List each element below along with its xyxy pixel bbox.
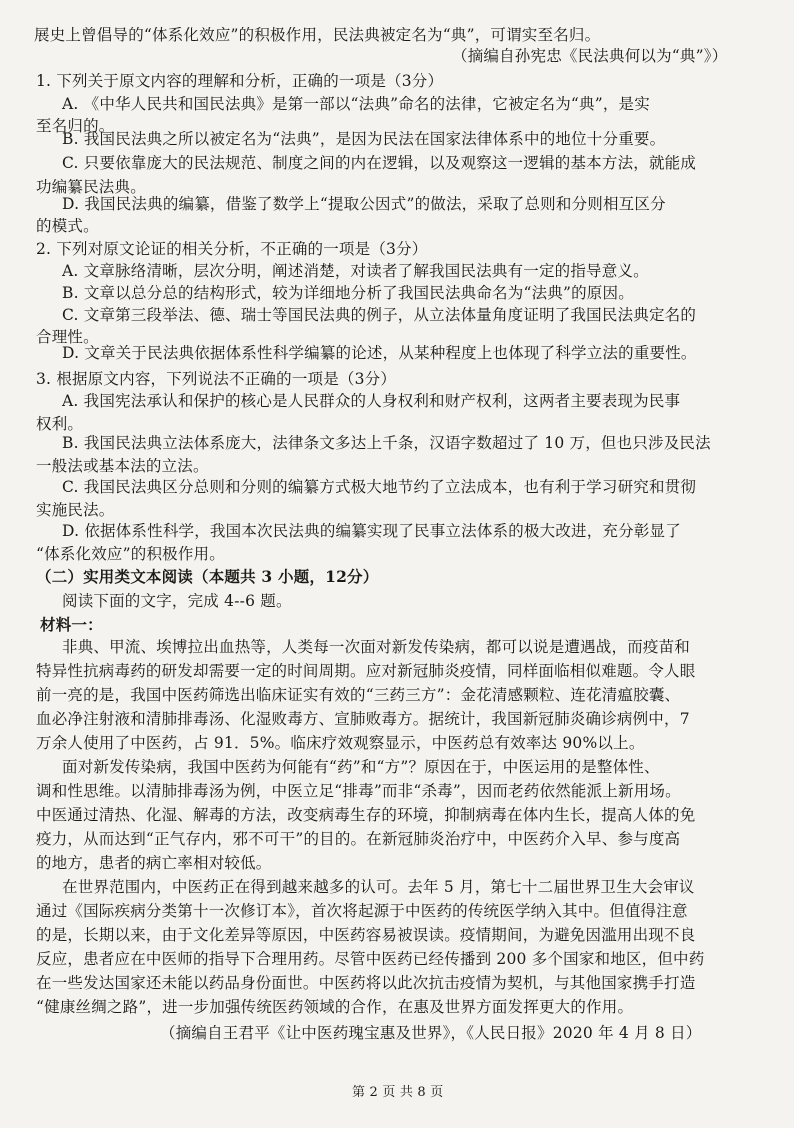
intro-source: （摘编自孙宪忠《民法典何以为“典”》） — [452, 47, 728, 65]
passage-line: 调和性思维。以清肺排毒汤为例，中医立足“排毒”而非“杀毒”，因而老药依然能派上新用场。 — [36, 782, 681, 800]
q3-option-a-cont: 权利。 — [36, 415, 84, 433]
q1-option-d: D. 我国民法典的编纂，借鉴了数学上“提取公因式”的做法，采取了总则和分则相互区分 — [62, 195, 666, 213]
passage-line: 万余人使用了中医药，占 91．5%。临床疗效观察显示，中医药总有效率达 90%以上。 — [36, 734, 645, 752]
q1-option-c: C. 只要依靠庞大的民法规范、制度之间的内在逻辑，以及观察这一逻辑的基本方法，就能成 — [62, 154, 697, 172]
passage-line: 的是，长期以来，由于文化差异等原因，中医药容易被误读。疫情期间，为避免因滥用出现不良 — [36, 926, 696, 944]
q3-option-b: B. 我国民法典立法体系庞大，法律条文多达上千条，汉语字数超过了 10 万，但也只涉及民法 — [62, 434, 711, 452]
q2-option-d: D. 文章关于民法典依据体系性科学编纂的论述，从某种程度上也体现了科学立法的重要性。 — [62, 344, 697, 362]
q3-option-d: D. 依据体系性科学，我国本次民法典的编纂实现了民事立法体系的极大改进，充分彰显了 — [62, 522, 681, 540]
q1-option-a: A. 《中华人民共和国民法典》是第一部以“法典”命名的法律，它被定名为“典”，是实 — [62, 95, 650, 113]
q1-option-b: B. 我国民法典之所以被定名为“法典”，是因为民法在国家法律体系中的地位十分重要。 — [62, 130, 666, 148]
q3-option-b-cont: 一般法或基本法的立法。 — [36, 457, 209, 475]
q2-option-b: B. 文章以总分总的结构形式，较为详细地分析了我国民法典命名为“法典”的原因。 — [62, 284, 634, 302]
q2-option-c-cont: 合理性。 — [36, 328, 99, 346]
passage-line: 中医通过清热、化湿、解毒的方法，改变病毒生存的环境，抑制病毒在体内生长，提高人体的免 — [36, 806, 696, 824]
passage-line: 疫力，从而达到“正气存内，邪不可干”的目的。在新冠肺炎治疗中，中医药介入早、参与度高 — [36, 830, 681, 848]
section-instruction: 阅读下面的文字，完成 4--6 题。 — [62, 592, 292, 610]
passage-line: 面对新发传染病，我国中医药为何能有“药”和“方”？原因在于，中医运用的是整体性、 — [62, 758, 660, 776]
passage-line: 特异性抗病毒药的研发却需要一定的时间周期。应对新冠肺炎疫情，同样面临相似难题。令人眼 — [36, 662, 696, 680]
q1-option-c-cont: 功编纂民法典。 — [36, 178, 146, 196]
page-number: 第 2 页 共 8 页 — [352, 1085, 444, 1100]
passage-source: （摘编自王君平《让中医药瑰宝惠及世界》，《人民日报》2020 年 4 月 8 日） — [160, 1024, 702, 1042]
passage-line: 的地方，患者的病亡率相对较低。 — [36, 854, 272, 872]
passage-line: 在世界范围内，中医药正在得到越来越多的认可。去年 5 月，第七十二届世界卫生大会审议 — [62, 878, 695, 896]
q3-option-a: A. 我国宪法承认和保护的核心是人民群众的人身权利和财产权利，这两者主要表现为民事 — [62, 392, 681, 410]
q1-option-a-cont: 至名归的。 — [36, 117, 115, 135]
passage-line: 在一些发达国家还未能以药品身份面世。中医药将以此次抗击疫情为契机，与其他国家携手打造 — [36, 974, 696, 992]
q2-option-c: C. 文章第三段举法、德、瑞士等国民法典的例子，从立法体量角度证明了我国民法典定名的 — [62, 306, 697, 324]
intro-line: 展史上曾倡导的“体系化效应”的积极作用，民法典被定名为“典”，可谓实至名归。 — [34, 26, 601, 44]
section-heading: （二）实用类文本阅读（本题共 3 小题，12分） — [36, 567, 379, 586]
q3-option-c: C. 我国民法典区分总则和分则的编纂方式极大地节约了立法成本，也有利于学习研究和贯彻 — [62, 478, 697, 496]
q2-stem: 2. 下列对原文论证的相关分析，不正确的一项是（3分） — [36, 240, 428, 258]
passage-line: “健康丝绸之路”，进一步加强传统医药领域的合作，在惠及世界方面发挥更大的作用。 — [36, 998, 634, 1016]
passage-line: 非典、甲流、埃博拉出血热等，人类每一次面对新发传染病，都可以说是遭遇战，而疫苗和 — [62, 638, 691, 656]
q3-stem: 3. 根据原文内容，下列说法不正确的一项是（3分） — [36, 370, 397, 388]
q2-option-a: A. 文章脉络清晰，层次分明，阐述消楚，对读者了解我国民法典有一定的指导意义。 — [62, 262, 649, 280]
material-label: 材料一： — [40, 615, 103, 634]
passage-line: 前一亮的是，我国中医药筛选出临床证实有效的“三药三方”：金花清感颗粒、连花清瘟胶囊、 — [36, 686, 681, 704]
passage-line: 反应，患者应在中医师的指导下合理用药。尽管中医药已经传播到 200 多个国家和地区，但中药 — [36, 950, 705, 968]
passage-line: 通过《国际疾病分类第十一次修订本》，首次将起源于中医药的传统医学纳入其中。但值得注意 — [36, 902, 688, 920]
q3-option-d-cont: “体系化效应”的积极作用。 — [36, 545, 225, 563]
passage-line: 血必净注射液和清肺排毒汤、化湿败毒方、宣肺败毒方。据统计，我国新冠肺炎确诊病例中，7 — [36, 710, 690, 728]
q1-option-d-cont: 的模式。 — [36, 217, 99, 235]
q1-stem: 1. 下列关于原文内容的理解和分析，正确的一项是（3分） — [36, 72, 444, 90]
q3-option-c-cont: 实施民法。 — [36, 501, 115, 519]
